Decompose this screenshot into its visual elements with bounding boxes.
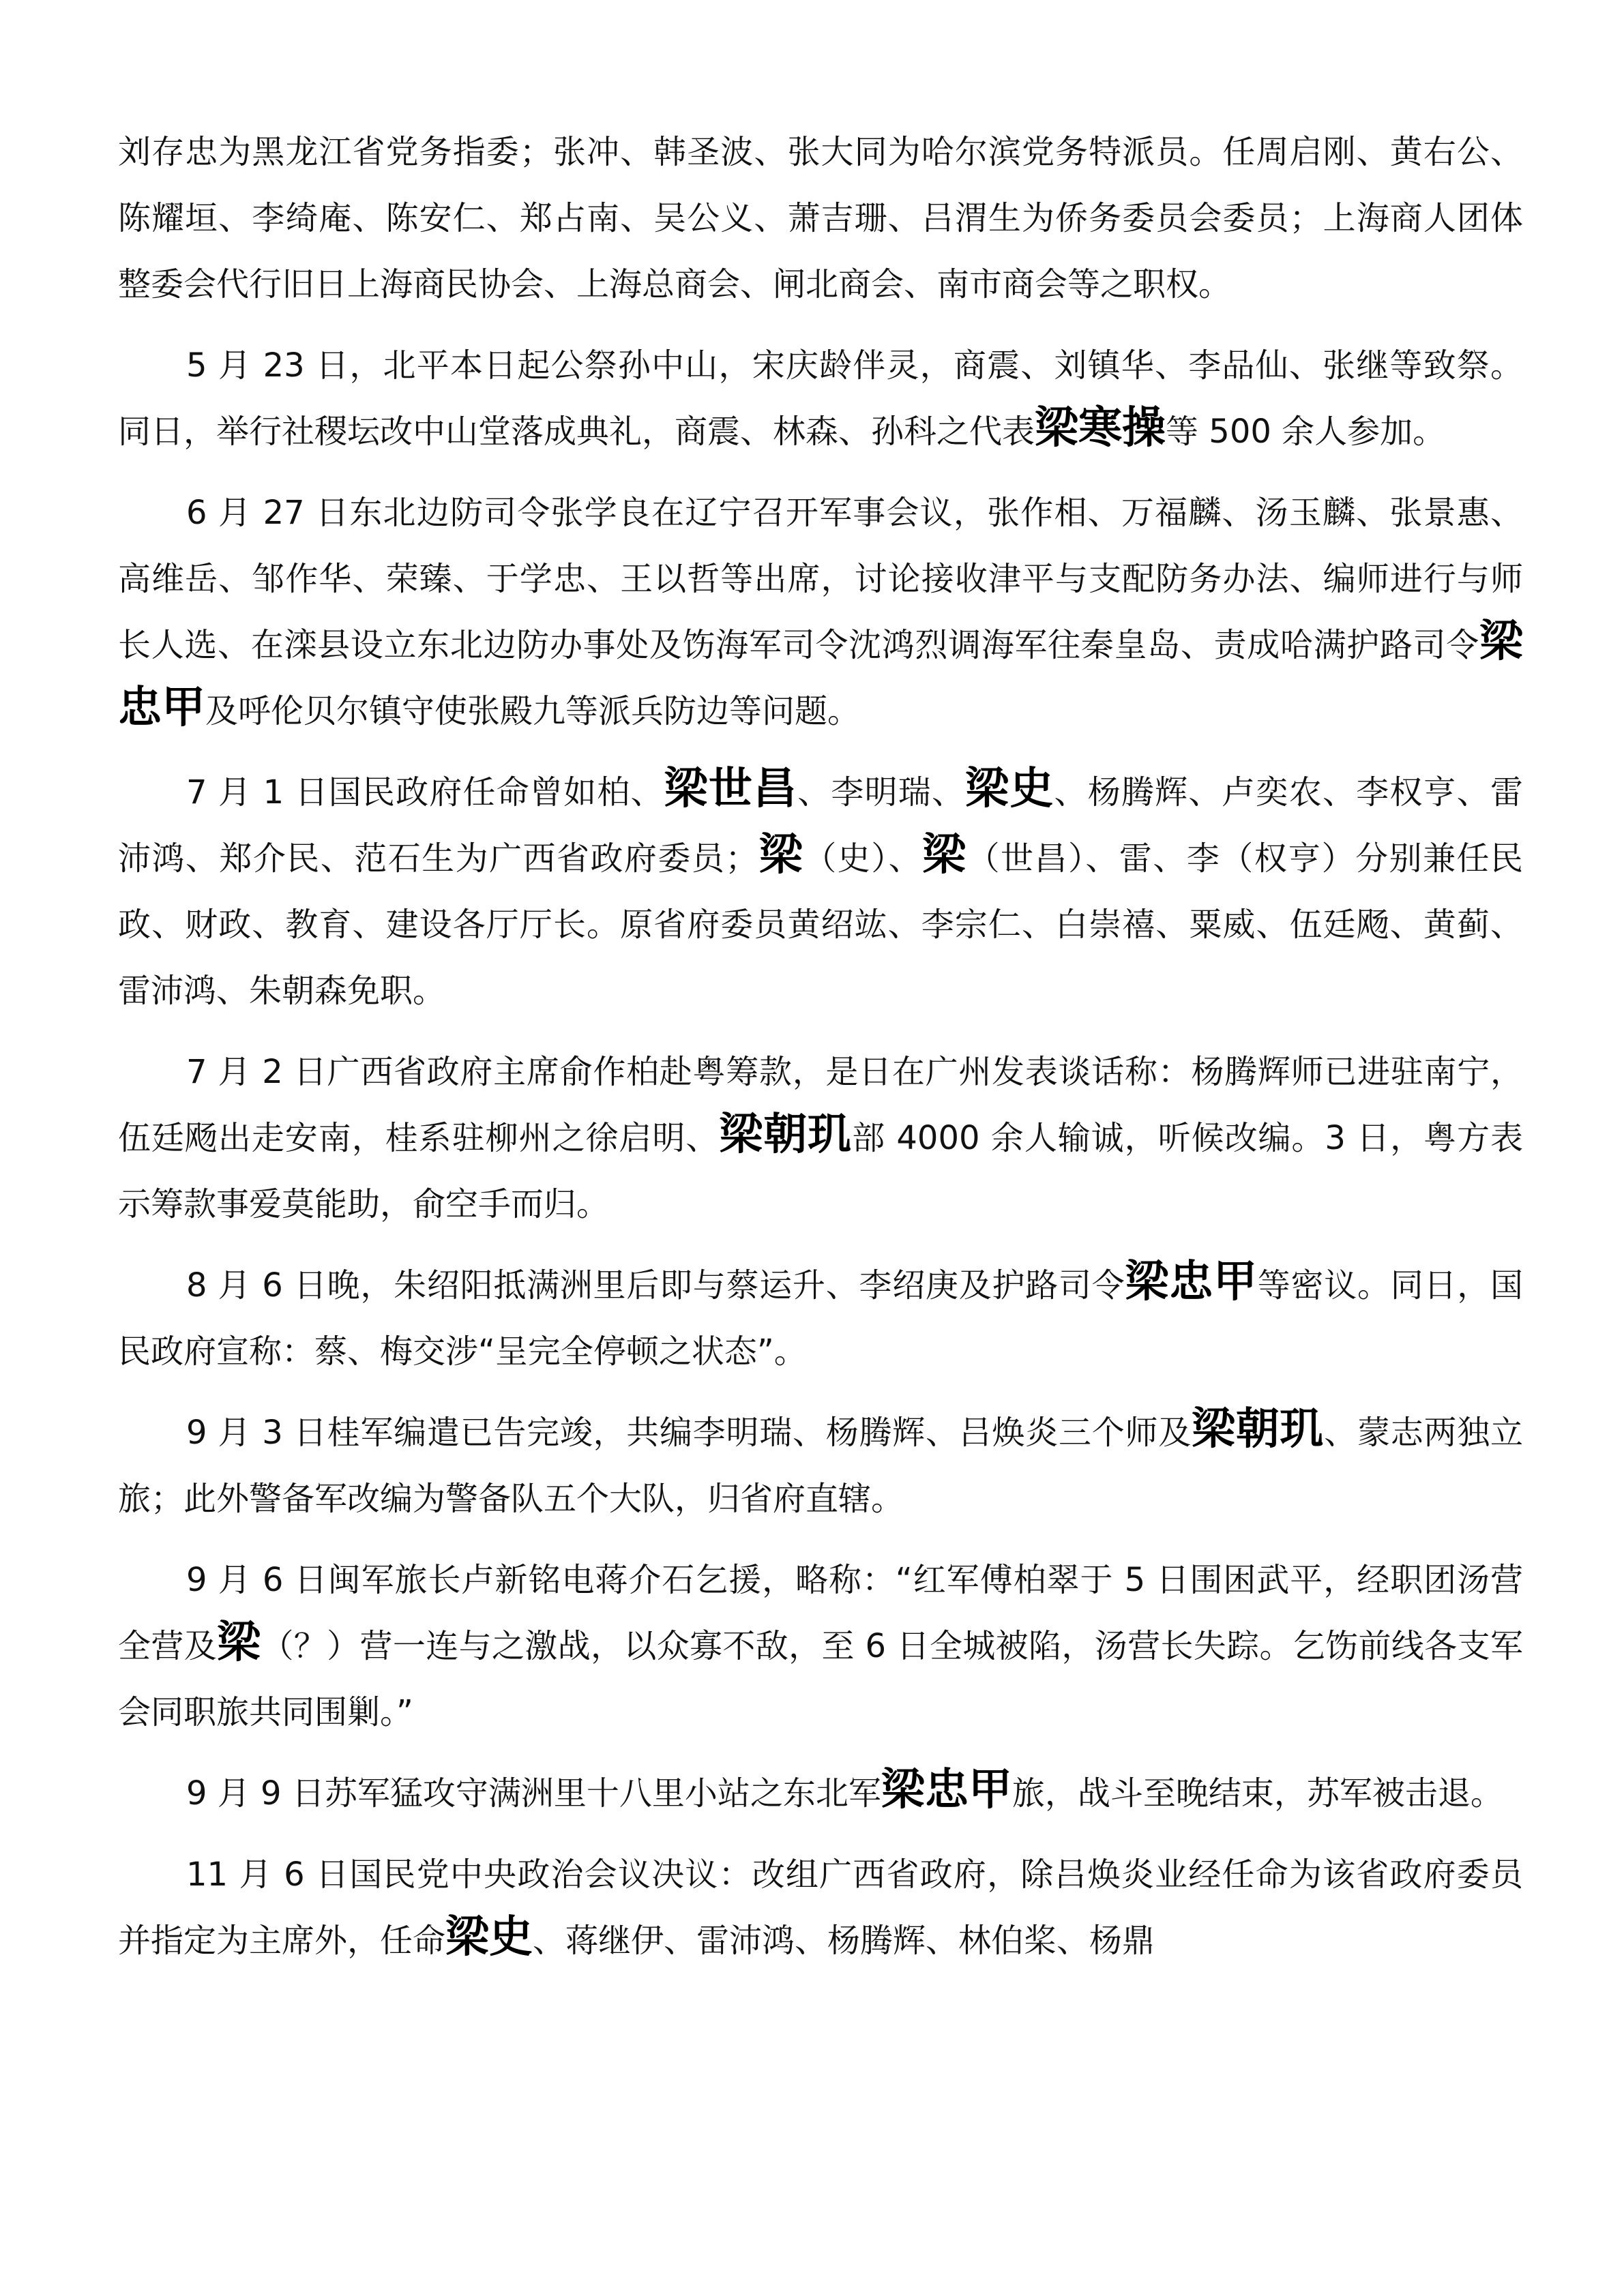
paragraph-text: 11 月 6 日国民党中央政治会议决议：改组广西省政府，除吕焕炎业经任命为该省政府委员并指定为主席外，任命 (118, 1855, 1523, 1960)
highlighted-name: 梁忠甲 (881, 1764, 1012, 1815)
paragraph-text: 、蒋继伊、雷沛鸿、杨腾辉、林伯桨、杨鼎 (533, 1922, 1155, 1960)
highlighted-name: 梁史 (445, 1911, 533, 1963)
paragraph-text: 6 月 27 日东北边防司令张学良在辽宁召开军事会议，张作相、万福麟、汤玉麟、张景惠、高维岳、邹作华、荣臻、于学忠、王以哲等出席，讨论接收津平与支配防务办法、编师进行与师长人选、在滦县设立东北边防办事处及饬海军司令沈鸿烈调海军往秦皇岛、责成哈满护路司令 (118, 494, 1523, 664)
highlighted-name: 梁世昌 (664, 763, 798, 814)
paragraph (118, 760, 1523, 1024)
paragraph (118, 480, 1523, 745)
paragraph (118, 1400, 1523, 1532)
paragraph-text: 9 月 3 日桂军编遣已告完竣，共编李明瑞、杨腾辉、吕焕炎三个师及 (186, 1414, 1192, 1452)
paragraph-text: 9 月 9 日苏军猛攻守满洲里十八里小站之东北军 (186, 1774, 881, 1813)
paragraph (118, 1761, 1523, 1827)
highlighted-name: 梁史 (965, 763, 1054, 814)
paragraph-text: 旅，战斗至晚结束，苏军被击退。 (1012, 1774, 1503, 1813)
paragraph-text: 、蒙志两独立旅；此外警备军改编为警备队五个大队，归省府直辖。 (118, 1414, 1524, 1518)
highlighted-name: 梁忠甲 (1125, 1256, 1258, 1307)
paragraph-text: 、杨腾辉、卢奕农、李权亨、雷沛鸿、郑介民、范石生为广西省政府委员； (118, 773, 1523, 878)
paragraph (118, 333, 1523, 465)
paragraph-text: 9 月 6 日闽军旅长卢新铭电蒋介石乞援，略称：“红军傅柏翠于 5 日围困武平，经职团汤营全营及 (118, 1561, 1523, 1665)
paragraph-text: （？）营一连与之激战，以众寡不敌，至 6 日全城被陷，汤营长失踪。乞饬前线各支军会同职旅共同围剿。” (118, 1627, 1523, 1731)
paragraph-text: 7 月 2 日广西省政府主席俞作柏赴粤筹款，是日在广州发表谈话称：杨腾辉师已进驻南宁，伍廷飏出走安南，桂系驻柳州之徐启明、 (118, 1053, 1523, 1157)
paragraph-text: 刘存忠为黑龙江省党务指委；张冲、韩圣波、张大同为哈尔滨党务特派员。任周启刚、黄右公、陈耀垣、李绮庵、陈安仁、郑占南、吴公义、萧吉珊、吕渭生为侨务委员会委员；上海商人团体整委会代行旧日上海商民协会、上海总商会、闸北商会、南市商会等之职权。 (118, 133, 1523, 303)
highlighted-name: 梁朝玑 (719, 1109, 853, 1160)
paragraph-text: （史）、 (803, 839, 923, 878)
highlighted-name: 梁朝玑 (1192, 1403, 1325, 1455)
highlighted-name: 梁忠甲 (118, 616, 1523, 733)
paragraph-text: 、李明瑞、 (797, 773, 966, 811)
paragraph-text: 8 月 6 日晚，朱绍阳抵满洲里后即与蔡运升、李绍庚及护路司令 (186, 1266, 1125, 1304)
highlighted-name: 梁 (922, 829, 967, 880)
paragraph (118, 1842, 1523, 1974)
paragraph (118, 1039, 1523, 1238)
paragraph-text: （世昌）、雷、李（权亨）分别兼任民政、财政、教育、建设各厅厅长。原省府委员黄绍竑、李宗仁、白崇禧、粟威、伍廷飏、黄蓟、雷沛鸿、朱朝森免职。 (118, 839, 1523, 1010)
paragraph-text: 5 月 23 日，北平本日起公祭孙中山，宋庆龄伴灵，商震、刘镇华、李品仙、张继等致祭。同日，举行社稷坛改中山堂落成典礼，商震、林森、孙科之代表 (118, 346, 1523, 451)
highlighted-name: 梁 (758, 829, 804, 880)
highlighted-name: 梁寒操 (1035, 402, 1166, 453)
paragraph-text: 等密议。同日，国民政府宣称：蔡、梅交涉“呈完全停顿之状态”。 (118, 1266, 1523, 1371)
highlighted-name: 梁 (217, 1617, 261, 1668)
paragraph (118, 1253, 1523, 1385)
paragraph (118, 1547, 1523, 1746)
paragraph-text: 7 月 1 日国民政府任命曾如柏、 (186, 773, 664, 811)
paragraph-text: 等 500 余人参加。 (1166, 413, 1446, 451)
document-page (118, 119, 1523, 1989)
paragraph-text: 部 4000 余人输诚，听候改编。3 日，粤方表示筹款事爱莫能助，俞空手而归。 (118, 1119, 1523, 1223)
paragraph-text: 及呼伦贝尔镇守使张殿九等派兵防边等问题。 (205, 692, 861, 730)
paragraph (118, 119, 1523, 318)
